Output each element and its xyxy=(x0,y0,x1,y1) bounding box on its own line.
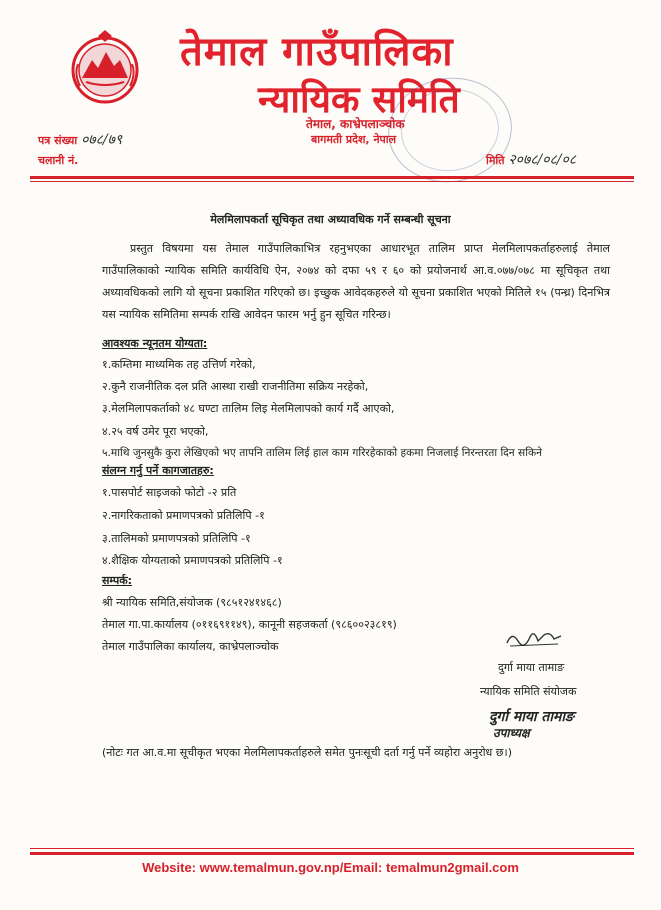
notice-heading: मेलमिलापकर्ता सूचिकृत तथा अध्यावधिक गर्ने सम्बन्धी सूचना xyxy=(210,213,451,226)
footer-contact: Website: www.temalmun.gov.np/Email: temalmun2gmail.com xyxy=(142,860,519,875)
qualification-item: २.कुनै राजनीतिक दल प्रति आस्था राखी राजनीतिमा सक्रिय नरहेको, xyxy=(102,380,369,393)
document-item: ४.शैक्षिक योग्यताको प्रमाणपत्रको प्रतिलिपि -१ xyxy=(102,554,283,567)
date-field xyxy=(486,150,576,169)
header-divider xyxy=(30,176,634,179)
date-label: मिति xyxy=(486,154,505,167)
contact-heading: सम्पर्क: xyxy=(102,574,133,587)
reference-number xyxy=(38,130,122,149)
contact-line: तेमाल गाउँपालिका कार्यालय, काभ्रेपलाञ्चोक xyxy=(102,640,279,653)
address-line-2: बागमती प्रदेश, नेपाल xyxy=(311,133,397,146)
date-value: २०७८/०८/०८ xyxy=(508,152,577,168)
municipality-title: तेमाल गाउँपालिका xyxy=(180,29,454,75)
footer-divider-thin xyxy=(30,848,634,849)
document-item: २.नागरिकताको प्रमाणपत्रको प्रतिलिपि -१ xyxy=(102,509,265,522)
reference-value: ०७८/७९ xyxy=(81,132,123,148)
document-item: १.पासपोर्ट साइजको फोटो -२ प्रति xyxy=(102,486,237,499)
footer-divider xyxy=(30,852,634,855)
committee-title: न्यायिक समिति xyxy=(258,78,460,121)
dispatch-number-label: चलानी नं. xyxy=(38,154,79,167)
qualification-item: १.कम्तिमा माध्यमिक तह उत्तिर्ण गरेको, xyxy=(102,358,256,371)
handwritten-signature xyxy=(504,627,564,649)
designation-stamp: उपाध्यक्ष xyxy=(493,726,530,740)
signatory-name: दुर्गा माया तामाङ xyxy=(498,661,565,674)
nepal-emblem-icon xyxy=(68,30,142,104)
name-stamp: दुर्गा माया तामाङ xyxy=(489,709,574,725)
signatory-title: न्यायिक समिति संयोजक xyxy=(480,685,577,698)
qualification-item: ४.२५ वर्ष उमेर पूरा भएको, xyxy=(102,425,209,438)
qualification-item: ५.माथि जुनसुकै कुरा लेखिएको भए तापनि तालिम लिई हाल काम गरिरहेकाको हकमा निजलाई निरन्तरता दिन सकिने xyxy=(102,447,542,459)
footnote: (नोटः गत आ.व.मा सूचीकृत भएका मेलमिलापकर्ताहरुले समेत पुनःसूची दर्ता गर्नु पर्ने व्यहोरा अनुरोध छ।) xyxy=(102,746,512,759)
address-line-1: तेमाल, काभ्रेपलाञ्चोक xyxy=(306,117,405,131)
qualifications-heading: आवश्यक न्यूनतम योग्यता: xyxy=(102,337,208,350)
document-item: ३.तालिमको प्रमाणपत्रको प्रतिलिपि -१ xyxy=(102,532,251,545)
header-divider-thin xyxy=(30,181,634,182)
notice-intro-paragraph: प्रस्तुत विषयमा यस तेमाल गाउँपालिकाभित्र रहनुभएका आधारभूत तालिम प्राप्त मेलमिलापकर्ताहरुलाई तेमाल गाउँपालिकाको न्यायिक समिति कार्यविधि ऐन, २०७४ को दफा ५९ र ६० को प्रयोजनार्थ आ.व.०७७/०७८ मा सूचिकृत तथा अध्यावधिकको लागि यो सूचना प्रकाशित गरिएको छ। इच्छुक आवेदकहरुले यो सूचना प्रकाशित भएको मितिले १५ (पन्ध्र) दिनभित्र यस न्यायिक समितिमा सम्पर्क राखि आवेदन फारम भर्नु हुन सूचित गरिन्छ। xyxy=(102,242,610,321)
reference-label: पत्र संख्या xyxy=(38,134,78,147)
contact-line: तेमाल गा.पा.कार्यालय (०११६९११४९), कानूनी सहजकर्ता (९८६००२३८१९) xyxy=(102,618,397,631)
qualification-item: ३.मेलमिलापकर्ताको ४८ घण्टा तालिम लिइ मेलमिलापको कार्य गर्दै आएको, xyxy=(102,402,395,415)
documents-heading: संलग्न गर्नु पर्ने कागजातहरु: xyxy=(102,464,214,477)
contact-line: श्री न्यायिक समिति,संयोजक (९८५१२४१४६८) xyxy=(102,596,282,609)
